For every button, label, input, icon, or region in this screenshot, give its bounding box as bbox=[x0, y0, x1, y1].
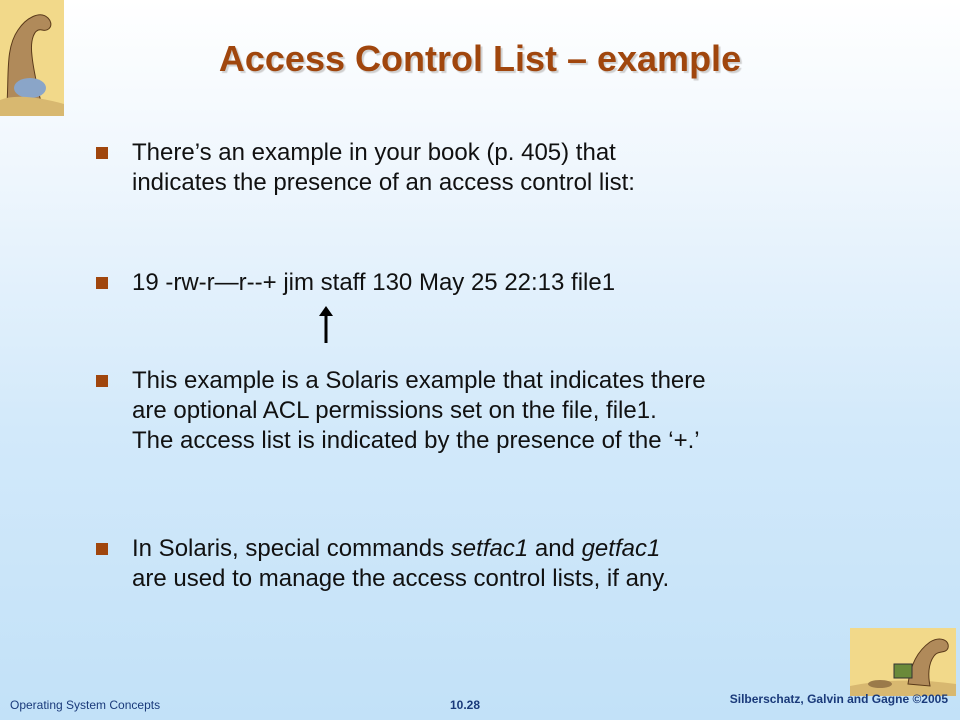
bullet-text-line bbox=[132, 534, 916, 564]
slide-title: Access Control List – example bbox=[218, 38, 742, 79]
command-setfac1: setfac1 bbox=[450, 535, 529, 562]
command-getfac1: getfac1 bbox=[581, 535, 661, 562]
bullet-solaris-commands bbox=[96, 534, 916, 594]
bullet-text-line: are optional ACL permissions set on the file, file1. bbox=[132, 397, 657, 424]
text-segment: and bbox=[528, 535, 582, 562]
bullet-square-icon bbox=[96, 543, 108, 555]
bullet-square-icon bbox=[96, 277, 108, 289]
bullet-square-icon bbox=[96, 375, 108, 387]
text-segment: In Solaris, special commands bbox=[132, 535, 451, 562]
footer-copyright: Silberschatz, Galvin and Gagne ©2005 bbox=[729, 692, 948, 706]
footer-course-title: Operating System Concepts bbox=[10, 698, 161, 712]
bullet-ls-output bbox=[96, 268, 916, 298]
bullet-text-line: indicates the presence of an access control list: bbox=[132, 169, 635, 196]
bullet-solaris-example bbox=[96, 366, 916, 456]
bullet-square-icon bbox=[96, 147, 108, 159]
bullet-text-line: The access list is indicated by the presence of the ‘+.’ bbox=[132, 427, 700, 454]
bullet-book-example bbox=[96, 138, 916, 198]
footer-slide-number: 10.28 bbox=[450, 698, 481, 712]
up-arrow-icon bbox=[318, 306, 334, 344]
bullet-text-line: are used to manage the access control lists, if any. bbox=[132, 565, 670, 592]
dinosaur-logo-bottom-right bbox=[850, 628, 956, 696]
bullet-text-line: There’s an example in your book (p. 405) that bbox=[132, 139, 616, 166]
bullet-text-line: This example is a Solaris example that indicates there bbox=[132, 367, 706, 394]
ls-output-line: 19 -rw-r—r--+ jim staff 130 May 25 22:13 file1 bbox=[132, 269, 616, 296]
